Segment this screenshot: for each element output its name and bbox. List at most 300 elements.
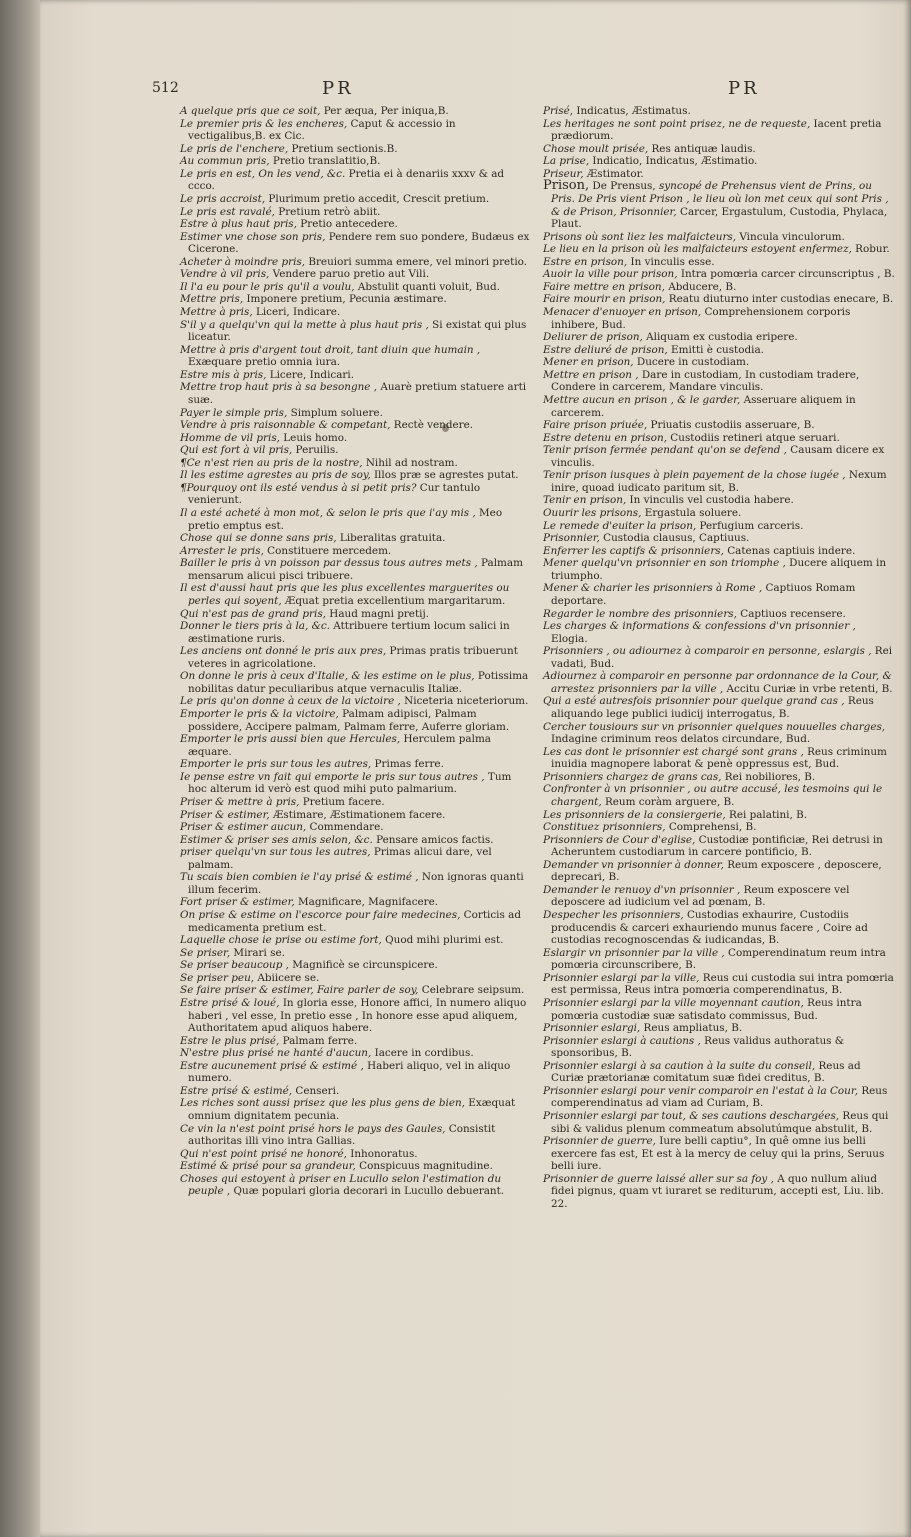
french-phrase: Prisonniers , ou adiournez à comparoir en personne, eslargis , [543, 645, 872, 658]
french-phrase: Arrester le pris, [180, 544, 264, 557]
french-phrase: Ie pense estre vn fait qui emporte le pris sur tous autres , [180, 770, 485, 783]
latin-gloss: Ducere aliquem in triumpho. [551, 557, 887, 582]
french-phrase: Laquelle chose ie prise ou estime fort, [180, 934, 382, 947]
dictionary-entry [543, 432, 895, 445]
dictionary-entry [180, 306, 533, 319]
latin-gloss: Custodiæ pontificiæ, Rei detrusi in Acheruntem custodiarum in carcere pontificio, B. [551, 833, 883, 859]
dictionary-entry [180, 1123, 533, 1148]
dictionary-entry [543, 859, 895, 884]
latin-gloss: Ergastula soluere. [641, 507, 742, 519]
french-phrase: Ouurir les prisons, [543, 507, 642, 519]
latin-gloss: Elogia. [551, 632, 588, 645]
latin-gloss: Si existat qui plus liceatur. [188, 318, 527, 344]
french-phrase: Donner le tiers pris à la, &c. [180, 620, 330, 633]
latin-gloss: Carcer, Ergastulum, Custodia, Phylaca, Plaut. [551, 205, 888, 231]
latin-gloss: Ducere in custodiam. [633, 356, 750, 369]
running-head-right: PR [728, 78, 760, 99]
latin-gloss: Nihil ad nostram. [362, 456, 458, 469]
dictionary-entry [543, 620, 895, 645]
dictionary-entry [180, 670, 533, 695]
latin-gloss: Comperendinatum reum intra pomœria circunscribere, B. [551, 946, 886, 972]
french-phrase: Se priser peu, [180, 971, 255, 984]
latin-gloss: Palmam ferre. [279, 1034, 358, 1047]
latin-gloss: Abiicere se. [254, 971, 320, 984]
dictionary-entry [180, 1173, 533, 1198]
dictionary-entry [180, 319, 533, 344]
dictionary-entry [180, 834, 533, 847]
dictionary-entry [180, 482, 533, 507]
dictionary-entry [543, 1110, 895, 1135]
latin-gloss: Rectè vendere. [390, 419, 474, 432]
dictionary-entry [543, 645, 895, 670]
dictionary-entry [180, 871, 533, 896]
dictionary-entry [543, 1085, 895, 1110]
dictionary-entry [180, 972, 533, 985]
french-phrase: Qui n'est pas de grand pris, [180, 607, 326, 620]
dictionary-entry [180, 118, 533, 143]
latin-gloss: Emitti è custodia. [667, 343, 764, 356]
latin-gloss: Magnificare, Magnifacere. [294, 896, 439, 909]
latin-gloss: Reus comperendinatus ad viam ad Curiam, B. [551, 1084, 888, 1110]
latin-gloss: Leuis homo. [279, 431, 348, 444]
dictionary-entry [543, 143, 895, 156]
latin-gloss: Iure belli captiu°, In quê omne ius belli exercere fas est, Et est à la mercy de celuy qui la prins, Seruus belli iure. [551, 1135, 885, 1173]
french-phrase: Estre detenu en prison, [543, 431, 667, 444]
latin-gloss: Captiuos Romam deportare. [551, 582, 856, 607]
french-phrase: Emporter le pris sur tous les autres, [180, 758, 372, 771]
latin-gloss: Palmam adipisci, Palmam possidere, Accipere palmam, Palmam ferre, Auferre gloriam. [188, 708, 510, 733]
french-phrase: Prisonnier de guerre, [543, 1135, 656, 1148]
dictionary-entry [543, 670, 895, 695]
latin-gloss: Indagine criminum reos delatos circundare, Bud. [551, 733, 811, 746]
dictionary-entry [180, 1085, 533, 1098]
dictionary-entry [180, 344, 533, 369]
dictionary-entry [180, 432, 533, 445]
french-phrase: Vendre à pris raisonnable & competant, [180, 419, 391, 432]
latin-gloss: Conspicuus magnitudine. [355, 1160, 493, 1173]
latin-gloss: Reus ad Curiæ prætorianæ comitatum suæ fidei creditus, B. [551, 1059, 861, 1085]
latin-gloss: Cur tantulo venierunt. [188, 481, 481, 507]
dictionary-entry [543, 1135, 895, 1173]
dictionary-entry [180, 545, 533, 558]
latin-gloss: Vendere paruo pretio aut Vili. [269, 268, 430, 281]
dictionary-entry [180, 733, 533, 758]
french-phrase: Prisonnier, [543, 532, 600, 545]
french-phrase: Demander le renuoy d'vn prisonnier , [543, 883, 741, 896]
french-phrase: Prisonnier eslargi par la ville, [543, 971, 700, 984]
dictionary-entry [543, 1060, 895, 1085]
latin-gloss: Abstulit quanti voluit, Bud. [354, 280, 500, 293]
latin-gloss: Custodias exhaurire, Custodiis producendis & carceri exhauriendo munus facere , Coire ad custodias recognoscendas & iudicandas, B. [551, 909, 868, 947]
dictionary-entry [543, 256, 895, 269]
dictionary-entry [180, 909, 533, 934]
french-phrase: Les prisonniers de la consiergerie, [543, 808, 726, 821]
dictionary-entry [180, 419, 533, 432]
french-phrase: On donne le pris à ceux d'Italie, & les estime on le plus, [180, 670, 475, 683]
dictionary-entry [543, 997, 895, 1022]
latin-gloss: Pensare amicos factis. [372, 833, 494, 846]
french-phrase: Ce vin la n'est point prisé hors le pays des Gaules, [180, 1122, 446, 1135]
dictionary-entry [543, 909, 895, 947]
dictionary-entry [543, 281, 895, 294]
latin-gloss: Corticis ad medicamenta pretium est. [188, 909, 521, 934]
dictionary-entry [543, 444, 895, 469]
french-phrase: Homme de vil pris, [180, 431, 280, 444]
latin-gloss: Reum exposcere , deposcere, deprecari, B. [551, 858, 882, 884]
dictionary-entry [543, 721, 895, 746]
dictionary-entry [180, 143, 533, 156]
dictionary-entry [180, 557, 533, 582]
latin-gloss: Haud magni pretij. [325, 607, 429, 620]
dictionary-entry [543, 1022, 895, 1035]
french-phrase: On prise & estime on l'escorce pour faire medecines, [180, 909, 461, 921]
dictionary-entry [543, 532, 895, 545]
dictionary-entry [180, 105, 533, 118]
dictionary-entry [180, 281, 533, 294]
french-phrase: Confronter à vn prisonnier , ou autre accusé, les tesmoins qui le chargent, [543, 783, 883, 808]
dictionary-entry [543, 582, 895, 607]
french-phrase: Prisonnier eslargi pour venir comparoir en l'estat à la Cour, [543, 1084, 859, 1097]
french-phrase: Faire mourir en prison, [543, 293, 666, 306]
latin-gloss: Quod mihi plurimi est. [381, 934, 504, 947]
dictionary-entry [543, 947, 895, 972]
latin-gloss: Priuatis custodiis asseruare, B. [647, 419, 815, 432]
french-phrase: Constituez prisonniers, [543, 821, 666, 834]
french-phrase: Les riches sont aussi prisez que les plus gens de bien, [180, 1097, 465, 1110]
latin-gloss: Magnificè se circunspicere. [288, 959, 438, 972]
french-phrase: Cercher tousiours sur vn prisonnier quelques nouuelles charges, [543, 720, 886, 733]
french-phrase: Auoir la ville pour prison, [543, 268, 678, 281]
latin-gloss: Abducere, B. [664, 280, 737, 293]
dictionary-entry [543, 1035, 895, 1060]
latin-gloss: Causam dicere ex vinculis. [551, 444, 885, 469]
dictionary-entry [180, 796, 533, 809]
french-phrase: Estre aucunement prisé & estimé , [180, 1059, 364, 1072]
french-phrase: Le remede d'euiter la prison, [543, 519, 697, 532]
dictionary-entry [180, 369, 533, 382]
latin-gloss: Rei palatini, B. [725, 808, 808, 821]
latin-gloss: Reus aliquando lege publici iudicij interrogatus, B. [551, 695, 874, 720]
french-phrase: Il est d'aussi haut pris que les plus excellentes marguerites ou perles qui soyent, [180, 582, 510, 607]
latin-gloss: Comprehensionem corporis inhibere, Bud. [551, 306, 851, 331]
dictionary-entry [543, 557, 895, 582]
latin-gloss: Plurimum pretio accedit, Crescit pretium. [265, 192, 490, 205]
dictionary-entry [543, 783, 895, 808]
dictionary-entry [543, 608, 895, 621]
french-phrase: ¶Pourquoy ont ils esté vendus à si petit pris? [180, 481, 417, 494]
dictionary-entry [180, 984, 533, 997]
dictionary-entry [180, 821, 533, 834]
french-phrase: Prisonnier eslargi par tout, & ses cautions deschargées, [543, 1110, 840, 1122]
latin-gloss: Primas alicui dare, vel palmam. [188, 846, 492, 871]
french-phrase: Priser & mettre à pris, [180, 795, 300, 808]
dictionary-entry [180, 1097, 533, 1122]
dictionary-entry [543, 972, 895, 997]
french-phrase: Il les estime agrestes au pris de soy, [180, 469, 371, 482]
french-phrase: Fort priser & estimer, [180, 896, 295, 909]
dictionary-entry [180, 608, 533, 621]
french-phrase: Regarder le nombre des prisonniers, [543, 607, 737, 620]
french-phrase: Mener quelqu'vn prisonnier en son triomphe , [543, 557, 786, 570]
dictionary-entry [543, 231, 895, 244]
latin-gloss: Consistit authoritas illi vino intra Gallias. [188, 1122, 496, 1148]
french-phrase: Emporter le pris aussi bien que Hercules, [180, 733, 401, 746]
latin-gloss: Pretium facere. [299, 795, 385, 808]
latin-gloss: Primas pratis tribuerunt veteres in agricolatione. [188, 645, 518, 670]
dictionary-entry [180, 407, 533, 420]
latin-gloss: Reus validus authoratus & sponsoribus, B. [551, 1034, 845, 1060]
french-phrase: S'il y a quelqu'vn qui la mette à plus haut pris , [180, 318, 429, 331]
dictionary-entry [543, 331, 895, 344]
latin-gloss: Reus qui sibi & validus plenum commeatum absolutúmque abstulit, B. [551, 1110, 889, 1135]
dictionary-entry [180, 155, 533, 168]
french-phrase: Choses qui estoyent à priser en Lucullo selon l'estimation du peuple , [180, 1172, 502, 1198]
dictionary-entry [180, 846, 533, 871]
latin-gloss: Custodiis retineri atque seruari. [667, 431, 840, 444]
french-phrase: N'estre plus prisé ne hanté d'aucun, [180, 1047, 372, 1060]
french-phrase: Estimé & prisé pour sa grandeur, [180, 1160, 356, 1173]
latin-gloss: In gloria esse, Honore affici, In numero aliquo haberi , vel esse, In pretio esse , In honore esse apud aliquem, Authoritatem apud aliquos habere. [188, 996, 527, 1035]
french-phrase: Mettre en prison , [543, 368, 639, 381]
french-phrase: Qui est fort à vil pris, [180, 444, 293, 457]
french-phrase: ¶Ce n'est rien au pris de la nostre, [180, 456, 363, 469]
latin-gloss: Pretio antecedere. [296, 218, 398, 231]
latin-gloss: Res antiquæ laudis. [648, 142, 756, 155]
french-phrase: Tenir prison iusques à plein payement de la chose iugée , [543, 469, 846, 482]
dictionary-entry [180, 947, 533, 960]
latin-gloss: Mirari se. [230, 946, 285, 959]
latin-gloss: Attribuere tertium locum salici in æstimatione ruris. [188, 620, 510, 645]
latin-gloss: Reatu diuturno inter custodias enecare, B. [665, 293, 894, 306]
latin-gloss: Aliquam ex custodia eripere. [642, 331, 798, 344]
french-phrase: priser quelqu'vn sur tous les autres, [180, 846, 371, 859]
french-phrase: Vendre à vil pris, [180, 268, 270, 281]
french-phrase: Prisonnier eslargi, [543, 1022, 641, 1035]
french-phrase: Se faire priser & estimer, Faire parler de soy, [180, 984, 419, 997]
latin-gloss: Exæquat omnium dignitatem pecunia. [188, 1097, 516, 1122]
latin-gloss: Pretia ei à denariis xxxv & ad ccco. [188, 167, 505, 193]
dictionary-entry [543, 884, 895, 909]
right-column [543, 105, 895, 1211]
latin-gloss: Peruilis. [292, 444, 339, 457]
french-phrase: Prisé, [543, 105, 574, 117]
french-phrase: A quelque pris que ce soit, [180, 105, 321, 117]
dictionary-entry [180, 268, 533, 281]
french-phrase: Despecher les prisonniers, [543, 909, 684, 921]
dictionary-entry [180, 708, 533, 733]
dictionary-entry [543, 821, 895, 834]
french-phrase: Demander vn prisonnier à donner, [543, 858, 724, 871]
dictionary-entry [180, 620, 533, 645]
latin-gloss: Primas ferre. [371, 758, 444, 771]
dictionary-entry [543, 293, 895, 306]
latin-gloss: Pretio translatitio,B. [269, 155, 381, 168]
french-phrase: Faire mettre en prison, [543, 280, 665, 293]
dictionary-entry [543, 520, 895, 533]
dictionary-entry [543, 243, 895, 256]
french-phrase: Tenir prison fermée pendant qu'on se defend , [543, 444, 787, 457]
french-phrase: Il l'a eu pour le pris qu'il a voulu, [180, 280, 355, 293]
french-phrase: Estre prisé & estimé, [180, 1084, 293, 1097]
latin-gloss: Comprehensi, B. [665, 821, 757, 834]
dictionary-entry [180, 997, 533, 1035]
book-spine-gutter [0, 0, 40, 1537]
latin-gloss: Reum exposcere vel deposcere ad iudicium vel ad pœnam, B. [551, 883, 850, 909]
french-phrase: Le pris de l'enchere, [180, 142, 289, 155]
dictionary-entry [180, 1160, 533, 1173]
dictionary-entry [180, 206, 533, 219]
latin-gloss: Imponere pretium, Pecunia æstimare. [243, 293, 447, 306]
french-phrase: Le premier pris & les encheres, [180, 117, 348, 130]
headword: Prison, [543, 178, 590, 194]
dictionary-entry [180, 457, 533, 470]
french-phrase: Eslargir vn prisonnier par la ville , [543, 946, 725, 959]
latin-gloss: Indicatus, Æstimatus. [573, 105, 691, 117]
french-phrase: Mettre aucun en prison , & le garder, [543, 393, 741, 406]
dictionary-entry [543, 306, 895, 331]
dictionary-entry [543, 180, 895, 230]
latin-gloss: Illos præ se agrestes putat. [370, 469, 519, 482]
french-phrase: Les anciens ont donné le pris aux pres, [180, 645, 387, 658]
french-phrase: Mener & charier les prisonniers à Rome , [543, 582, 763, 595]
french-phrase: Qui n'est point prisé ne honoré, [180, 1147, 347, 1160]
latin-gloss: Iacent pretia prædiorum. [551, 117, 882, 143]
latin-gloss: Commendare. [306, 821, 384, 834]
dictionary-entry [543, 419, 895, 432]
latin-gloss: Dare in custodiam, In custodiam tradere, Condere in carcerem, Mandare vinculis. [551, 368, 860, 394]
dictionary-entry [180, 444, 533, 457]
latin-gloss: Intra pomœria carcer circunscriptus , B. [677, 268, 895, 281]
latin-gloss: Nexum inire, quoad iudicato paritum sit, B. [551, 469, 887, 494]
latin-gloss: Tum hoc alterum id verò est quod mihi puto palmarium. [188, 770, 512, 796]
latin-gloss: Rei nobiliores, B. [721, 770, 816, 783]
dictionary-entry [543, 155, 895, 168]
dictionary-entry [543, 469, 895, 494]
french-phrase: Estre prisé & loué, [180, 996, 280, 1009]
latin-gloss: In vinculis vel custodia habere. [626, 494, 794, 507]
latin-gloss: Robur. [851, 243, 890, 256]
dictionary-entry [543, 105, 895, 118]
dictionary-entry [543, 118, 895, 143]
latin-gloss: Meo pretio emptus est. [188, 507, 503, 532]
dictionary-entry [180, 1035, 533, 1048]
french-phrase: Estre le plus prisé, [180, 1034, 280, 1047]
dictionary-entry [543, 369, 895, 394]
latin-gloss: Potissima nobilitas datur peculiaribus atque vernaculis Italiæ. [188, 670, 529, 695]
dictionary-entry [180, 256, 533, 269]
latin-gloss: Simplum soluere. [287, 406, 383, 419]
french-phrase: Payer le simple pris, [180, 406, 288, 419]
dictionary-entry [543, 695, 895, 720]
french-phrase: La prise, [543, 155, 590, 168]
latin-gloss: Auarè pretium statuere arti suæ. [188, 381, 527, 406]
french-phrase: Estre en prison, [543, 255, 628, 268]
dictionary-entry [180, 193, 533, 206]
french-phrase: Mener en prison, [543, 356, 634, 369]
dictionary-entry [180, 771, 533, 796]
french-phrase: Se priser beaucoup , [180, 959, 289, 972]
page-header [0, 80, 911, 104]
french-phrase: Tenir en prison, [543, 494, 627, 507]
french-phrase: Estre deliuré de prison, [543, 343, 668, 356]
latin-gloss: Quæ populari gloria decorari in Lucullo debuerant. [230, 1185, 505, 1198]
french-phrase: Deliurer de prison, [543, 331, 643, 344]
latin-gloss: Haberi aliquo, vel in aliquo numero. [188, 1059, 511, 1085]
latin-gloss: Æquat pretia excellentium margaritarum. [281, 594, 506, 607]
french-phrase: Le lieu en la prison où les malfaicteurs estoyent enfermez, [543, 243, 852, 256]
latin-gloss: Iacere in cordibus. [371, 1047, 474, 1060]
latin-gloss: Niceteria niceteriorum. [400, 695, 529, 708]
latin-gloss: Perfugium carceris. [696, 519, 804, 532]
latin-gloss: Liberalitas gratuita. [336, 532, 446, 545]
dictionary-entry [543, 356, 895, 369]
dictionary-entry [180, 381, 533, 406]
french-phrase: Chose qui se donne sans pris, [180, 532, 337, 545]
latin-gloss: Catenas captiuis indere. [723, 544, 856, 557]
dictionary-entry [543, 1173, 895, 1211]
dictionary-entry [543, 834, 895, 859]
dictionary-entry [180, 1060, 533, 1085]
latin-gloss: Accitu Curiæ in vrbe retenti, B. [723, 682, 893, 695]
french-phrase: Prisonniers chargez de grans cas, [543, 770, 722, 783]
latin-gloss: Celebrare seipsum. [418, 984, 525, 997]
latin-gloss: Liceri, Indicare. [252, 306, 341, 318]
latin-gloss: Pretium sectionis.B. [288, 142, 398, 155]
latin-gloss: Licere, Indicari. [266, 368, 355, 381]
latin-gloss: Exæquare pretio omnia iura. [188, 356, 341, 369]
dictionary-entry [180, 582, 533, 607]
french-phrase: Acheter à moindre pris, [180, 255, 306, 268]
latin-gloss: Pretium retrò abiit. [274, 205, 381, 218]
dictionary-entry [180, 168, 533, 193]
dictionary-entry [543, 746, 895, 771]
french-phrase: Mettre à pris d'argent tout droit, tant diuin que humain , [180, 343, 481, 356]
latin-gloss: Reus cui custodia sui intra pomœria est permissa, Reus intra pomœria comperendinatus, B. [551, 971, 894, 997]
dictionary-entry [180, 959, 533, 972]
french-phrase: Prisonniers de Cour d'eglise, [543, 833, 696, 846]
french-phrase: Priser & estimer aucun, [180, 821, 307, 834]
latin-gloss: De Prensus, [589, 180, 656, 193]
latin-gloss: Custodia clausus, Captiuus. [599, 532, 750, 545]
french-phrase: Se priser, [180, 946, 231, 959]
latin-gloss: Vincula vinculorum. [736, 230, 845, 243]
latin-gloss: Palmam mensarum alicui pisci tribuere. [188, 557, 523, 582]
french-phrase: Le pris qu'on donne à ceux de la victoire , [180, 695, 401, 708]
dictionary-entry [180, 809, 533, 822]
dictionary-entry [543, 771, 895, 784]
french-phrase: Menacer d'enuoyer en prison, [543, 306, 702, 318]
latin-gloss: Censeri. [292, 1084, 340, 1097]
french-phrase: Le pris accroist, [180, 192, 266, 205]
dictionary-entry [180, 695, 533, 708]
french-phrase: Il a esté acheté à mon mot, & selon le pris que i'ay mis , [180, 507, 476, 519]
latin-gloss: Æstimare, Æstimationem facere. [269, 808, 446, 821]
dictionary-entry [180, 293, 533, 306]
french-phrase: Qui a esté autresfois prisonnier pour quelque grand cas , [543, 695, 845, 708]
french-phrase: Tu scais bien combien ie l'ay prisé & estimé , [180, 871, 419, 884]
french-phrase: Le pris en est, On les vend, &c. [180, 167, 346, 180]
latin-gloss: Reus ampliatus, B. [640, 1022, 743, 1035]
french-phrase: Mettre pris, [180, 293, 244, 306]
latin-gloss: Captiuos recensere. [736, 607, 846, 620]
french-phrase: Prisonnier eslargi à cautions , [543, 1034, 701, 1047]
french-phrase: Les charges & informations & confessions d'vn prisonnier , [543, 620, 856, 633]
dictionary-entry [543, 494, 895, 507]
latin-gloss: A quo nullum aliud fidei pignus, quam vt iuraret se rediturum, accepti est, Liu. lib. 22. [551, 1172, 884, 1210]
latin-gloss: Per æqua, Per iniqua,B. [320, 105, 449, 117]
left-column [180, 105, 533, 1198]
french-phrase: Priseur, [543, 167, 584, 180]
